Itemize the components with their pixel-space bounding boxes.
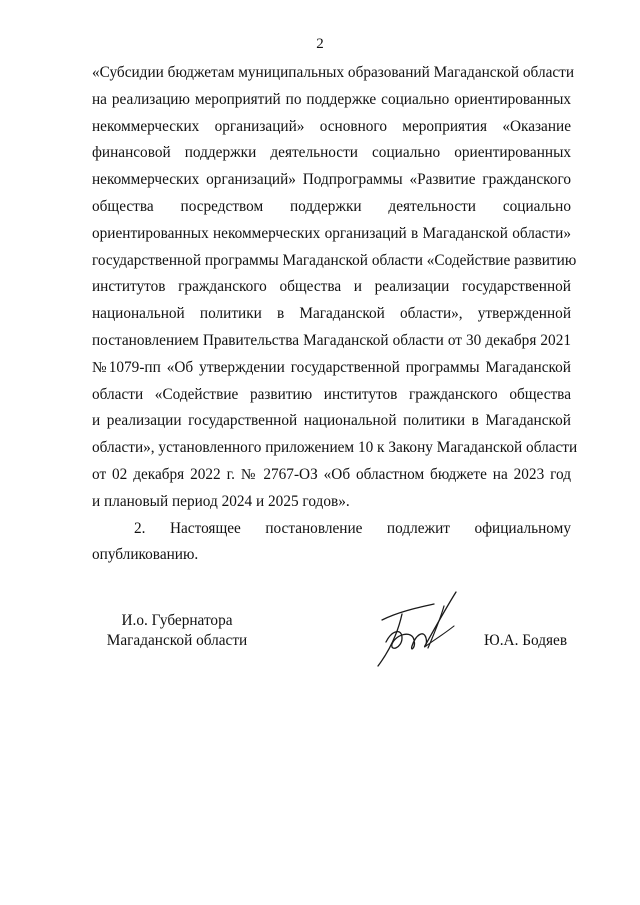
- page-number: 2: [316, 36, 324, 52]
- text-line: и реализации государственной национальной политики в Магаданской: [92, 412, 571, 430]
- text-line: и плановый период 2024 и 2025 годов».: [92, 492, 350, 510]
- text-line: некоммерческих организаций» Подпрограммы «Развитие гражданского: [92, 171, 571, 189]
- signatory-title: И.о. Губернатора: [121, 612, 233, 629]
- document-body: [92, 60, 578, 569]
- signature-block: [0, 606, 640, 676]
- paragraph-publication: [92, 516, 571, 570]
- text-line: «Субсидии бюджетам муниципальных образований Магаданской области: [92, 64, 575, 81]
- text-line: финансовой поддержки деятельности социально ориентированных: [92, 144, 571, 162]
- text-line: общества посредством поддержки деятельности социально: [92, 197, 571, 215]
- text-line: государственной программы Магаданской области «Содействие развитию: [92, 251, 577, 269]
- text-line: ориентированных некоммерческих организаций в Магаданской области»: [92, 224, 571, 242]
- text-line: от 02 декабря 2022 г. № 2767-ОЗ «Об областном бюджете на 2023 год: [92, 465, 571, 483]
- paragraph-subsidies: [92, 60, 578, 516]
- text-line: национальной политики в Магаданской области», утвержденной: [92, 305, 571, 323]
- text-line: некоммерческих организаций» основного мероприятия «Оказание: [92, 117, 571, 135]
- text-line: институтов гражданского общества и реализации государственной: [92, 278, 571, 296]
- text-line: №1079-пп «Об утверждении государственной программы Магаданской: [92, 358, 571, 376]
- text-line: опубликованию.: [92, 546, 199, 564]
- handwritten-signature: [368, 590, 464, 674]
- signatory-region: Магаданской области: [106, 632, 248, 649]
- text-line: 2. Настоящее постановление подлежит официальному: [134, 519, 571, 537]
- text-line: области», установленного приложением 10 к Закону Магаданской области: [92, 439, 578, 457]
- text-line: постановлением Правительства Магаданской области от 30 декабря 2021: [92, 331, 571, 349]
- text-line: области «Содействие развитию институтов гражданского общества: [92, 385, 571, 403]
- signatory-name: Ю.А. Бодяев: [484, 632, 568, 649]
- text-line: на реализацию мероприятий по поддержке социально ориентированных: [92, 90, 571, 108]
